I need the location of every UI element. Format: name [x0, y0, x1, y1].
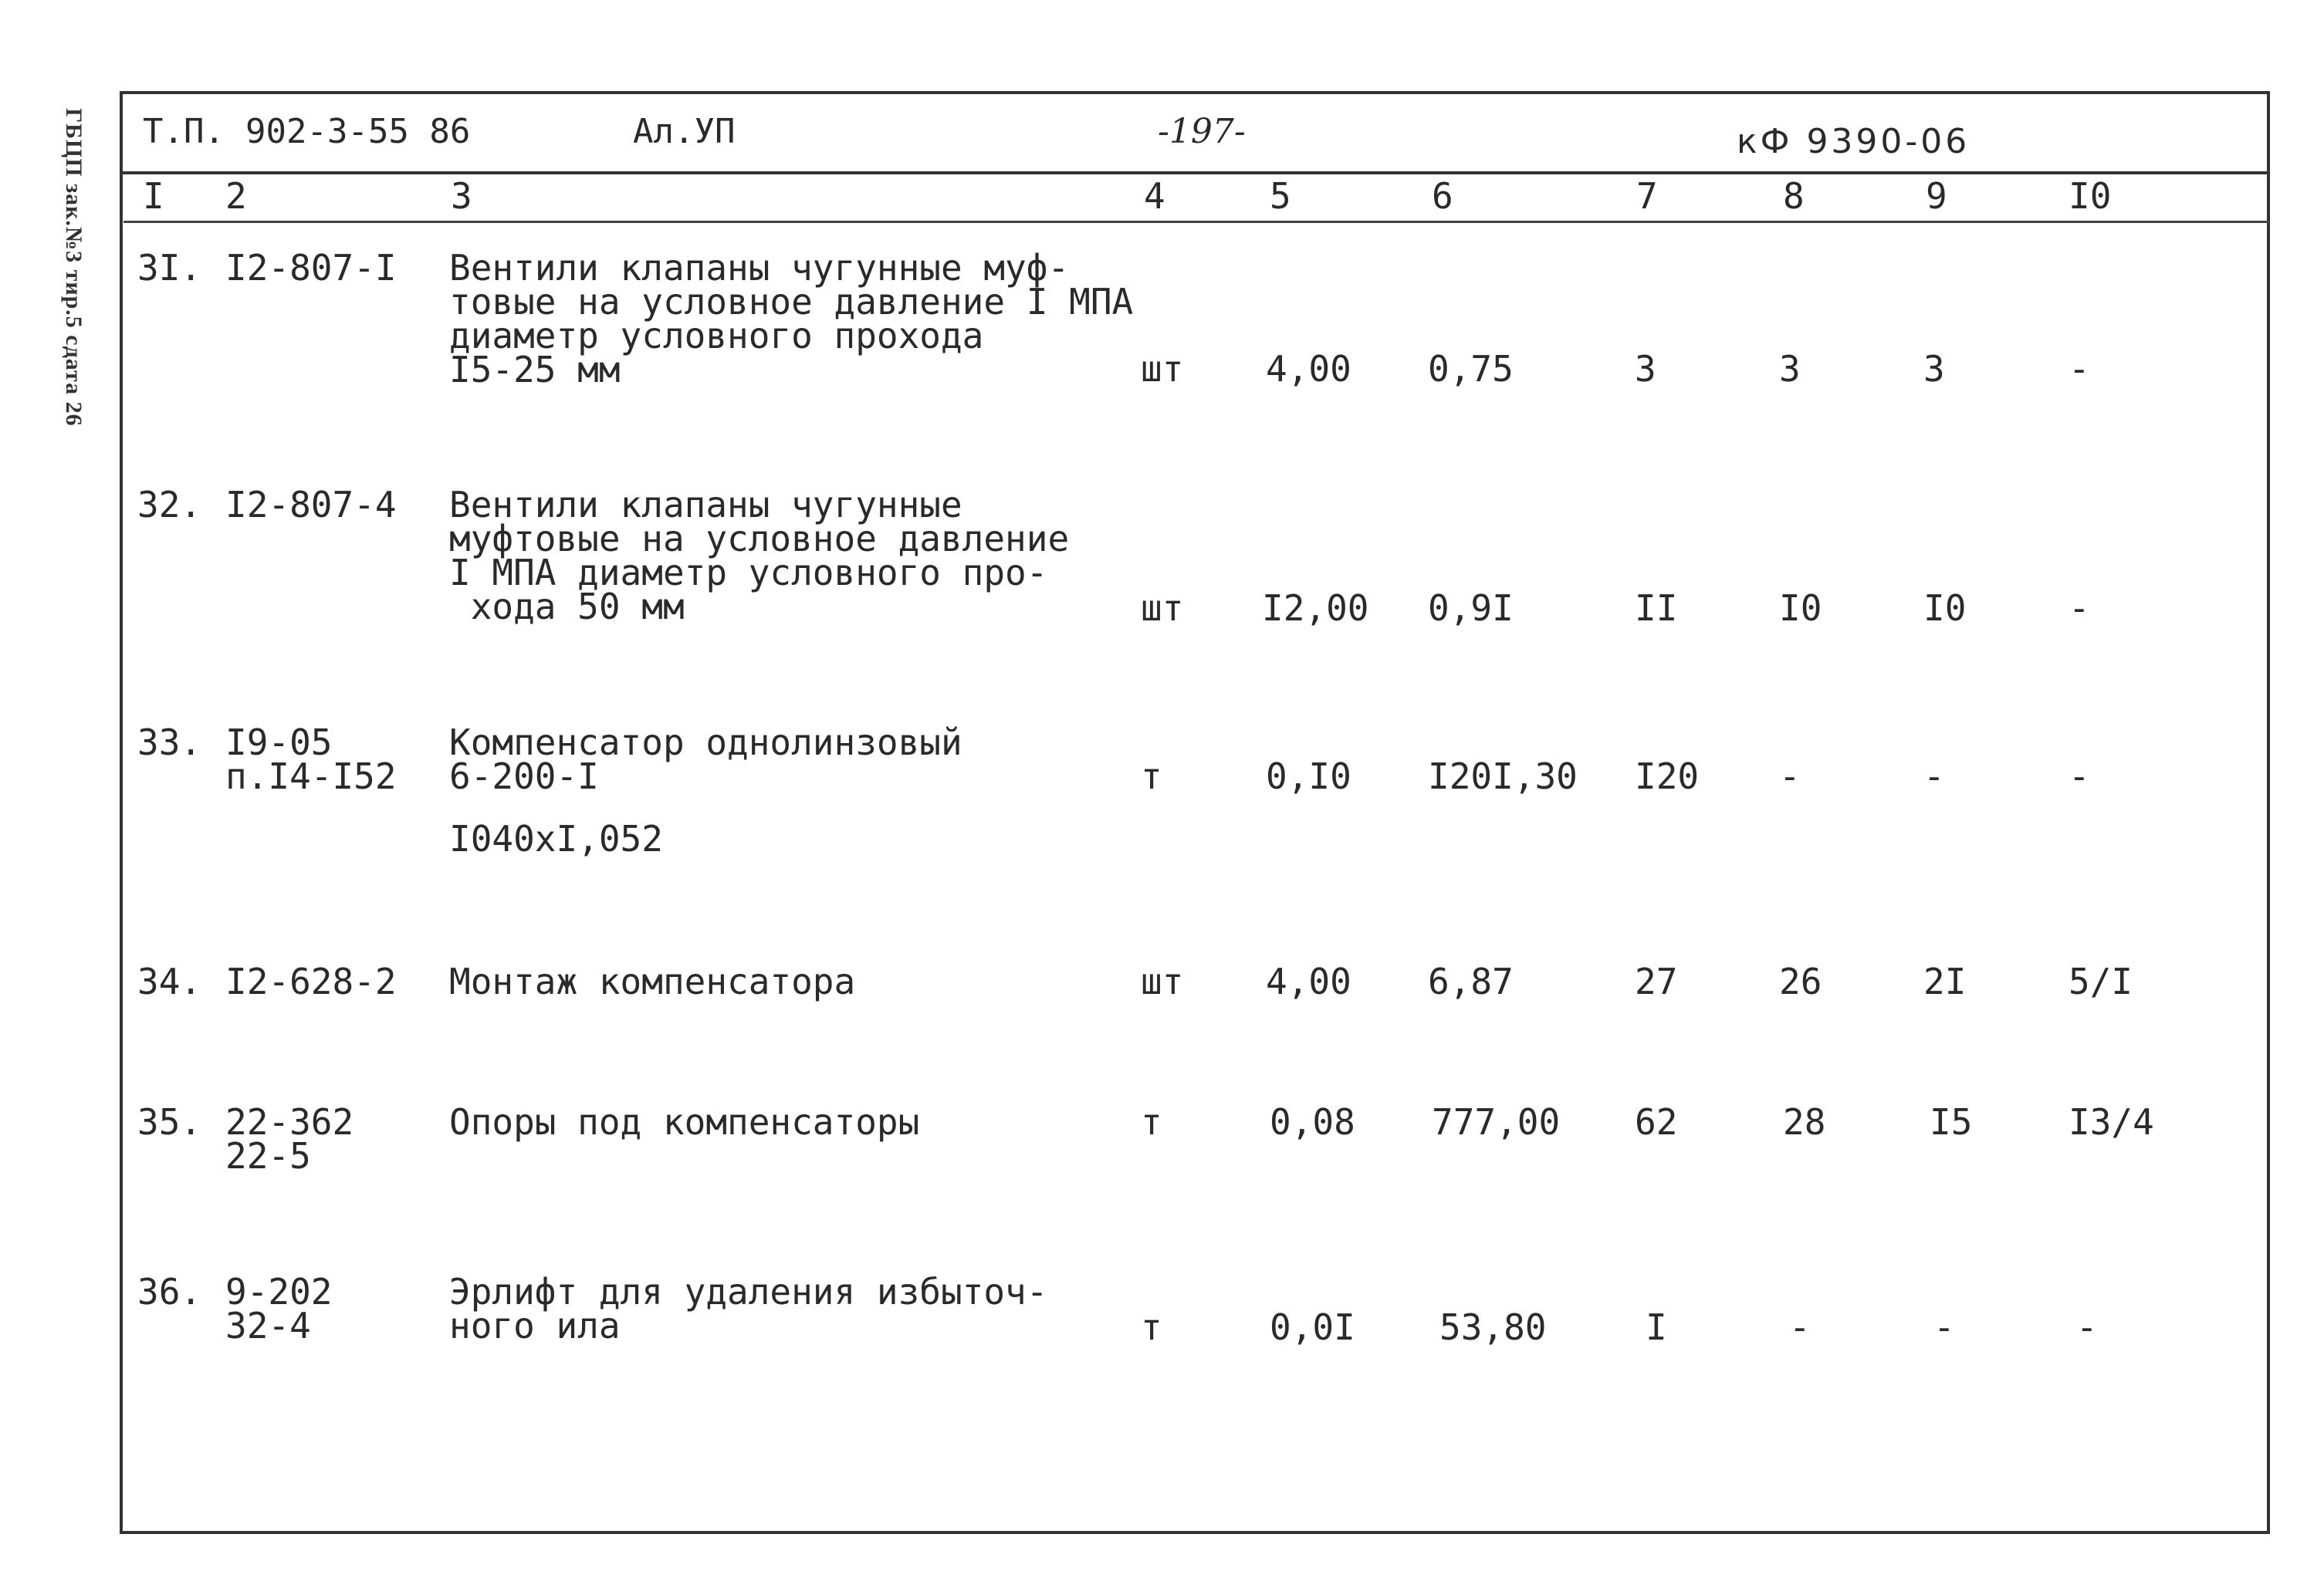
row-col7: 27: [1635, 961, 1678, 1002]
row-unit: шт: [1141, 587, 1184, 629]
row-code: I2-807-I: [225, 247, 397, 289]
row-price: 777,00: [1432, 1101, 1561, 1143]
row-code: I9-05 п.I4-I52: [225, 721, 397, 797]
project-number: 902-3-55 86: [245, 112, 471, 151]
row-number: 3I.: [137, 247, 202, 289]
row-col7: I: [1646, 1306, 1667, 1348]
row-col7: I20: [1635, 755, 1700, 797]
row-col8: -: [1779, 755, 1801, 797]
row-col7: 62: [1635, 1101, 1678, 1143]
row-number: 33.: [137, 721, 202, 763]
row-col7: II: [1635, 587, 1678, 629]
row-col8: 3: [1779, 348, 1801, 390]
row-number: 34.: [137, 961, 202, 1002]
album-label: Ал.УП: [633, 112, 736, 151]
row-col8: -: [1789, 1306, 1811, 1348]
row-description: Вентили клапаны чугунные муф- товые на условное давление I МПА диаметр условного прохода I5-25 мм: [449, 247, 1134, 390]
row-col7: 3: [1635, 348, 1656, 390]
col-number: 9: [1926, 175, 1947, 217]
row-col9: I5: [1930, 1101, 1973, 1143]
col-number: I0: [2069, 175, 2112, 217]
row-qty: 0,08: [1270, 1101, 1355, 1143]
row-unit: т: [1141, 1306, 1162, 1348]
col-number: 2: [225, 175, 247, 217]
row-description: Вентили клапаны чугунные муфтовые на условное давление I МПА диаметр условного про- хода 50 мм: [449, 484, 1070, 627]
col-number: 7: [1636, 175, 1658, 217]
row-description: Монтаж компенсатора: [449, 961, 856, 1002]
row-code: I2-628-2: [225, 961, 397, 1002]
row-col9: -: [1923, 755, 1945, 797]
row-code: 22-362 22-5: [225, 1101, 354, 1177]
row-qty: 0,I0: [1266, 755, 1351, 797]
row-unit: т: [1141, 1101, 1162, 1143]
row-unit: т: [1141, 755, 1162, 797]
row-price: 0,75: [1428, 348, 1514, 390]
col-number: 6: [1432, 175, 1453, 217]
row-col10: I3/4: [2069, 1101, 2154, 1143]
row-extra: I040хI,052: [449, 818, 663, 860]
row-col8: I0: [1779, 587, 1822, 629]
row-price: 0,9I: [1428, 587, 1514, 629]
row-col8: 26: [1779, 961, 1822, 1002]
row-price: 53,80: [1439, 1306, 1547, 1348]
row-price: 6,87: [1428, 961, 1514, 1002]
row-description: Эрлифт для удаления избыточ- ного ила: [449, 1271, 1048, 1347]
col-number: I: [143, 175, 164, 217]
row-code: 9-202 32-4: [225, 1271, 333, 1347]
row-code: I2-807-4: [225, 484, 397, 525]
row-col10: -: [2069, 587, 2090, 629]
row-number: 36.: [137, 1271, 202, 1313]
row-col9: -: [1933, 1306, 1955, 1348]
header-divider: [120, 171, 2270, 174]
col-number: 3: [451, 175, 472, 217]
row-col8: 28: [1783, 1101, 1826, 1143]
row-col9: 2I: [1923, 961, 1967, 1002]
row-col9: I0: [1923, 587, 1967, 629]
row-col10: -: [2076, 1306, 2098, 1348]
row-price: I20I,30: [1428, 755, 1578, 797]
row-description: Опоры под компенсаторы: [449, 1101, 920, 1143]
row-qty: 0,0I: [1270, 1306, 1355, 1348]
row-description: Компенсатор однолинзовый 6-200-I: [449, 721, 962, 797]
row-number: 32.: [137, 484, 202, 525]
row-col10: -: [2069, 755, 2090, 797]
row-col10: -: [2069, 348, 2090, 390]
row-qty: 4,00: [1266, 348, 1351, 390]
row-qty: 4,00: [1266, 961, 1351, 1002]
tp-code: Т.П.: [143, 112, 225, 151]
row-number: 35.: [137, 1101, 202, 1143]
row-unit: шт: [1141, 961, 1184, 1002]
column-header-divider: [123, 221, 2269, 223]
row-col9: 3: [1923, 348, 1945, 390]
page-number: -197-: [1158, 112, 1246, 151]
stamp-code: кФ 9390-06: [1737, 122, 1970, 161]
col-number: 8: [1783, 175, 1805, 217]
row-unit: шт: [1141, 348, 1184, 390]
col-number: 4: [1144, 175, 1165, 217]
row-col10: 5/I: [2069, 961, 2133, 1002]
row-qty: I2,00: [1262, 587, 1369, 629]
side-stamp: ГБЦП зак.№3 тир.5 сдата 26: [61, 108, 86, 427]
col-number: 5: [1270, 175, 1291, 217]
